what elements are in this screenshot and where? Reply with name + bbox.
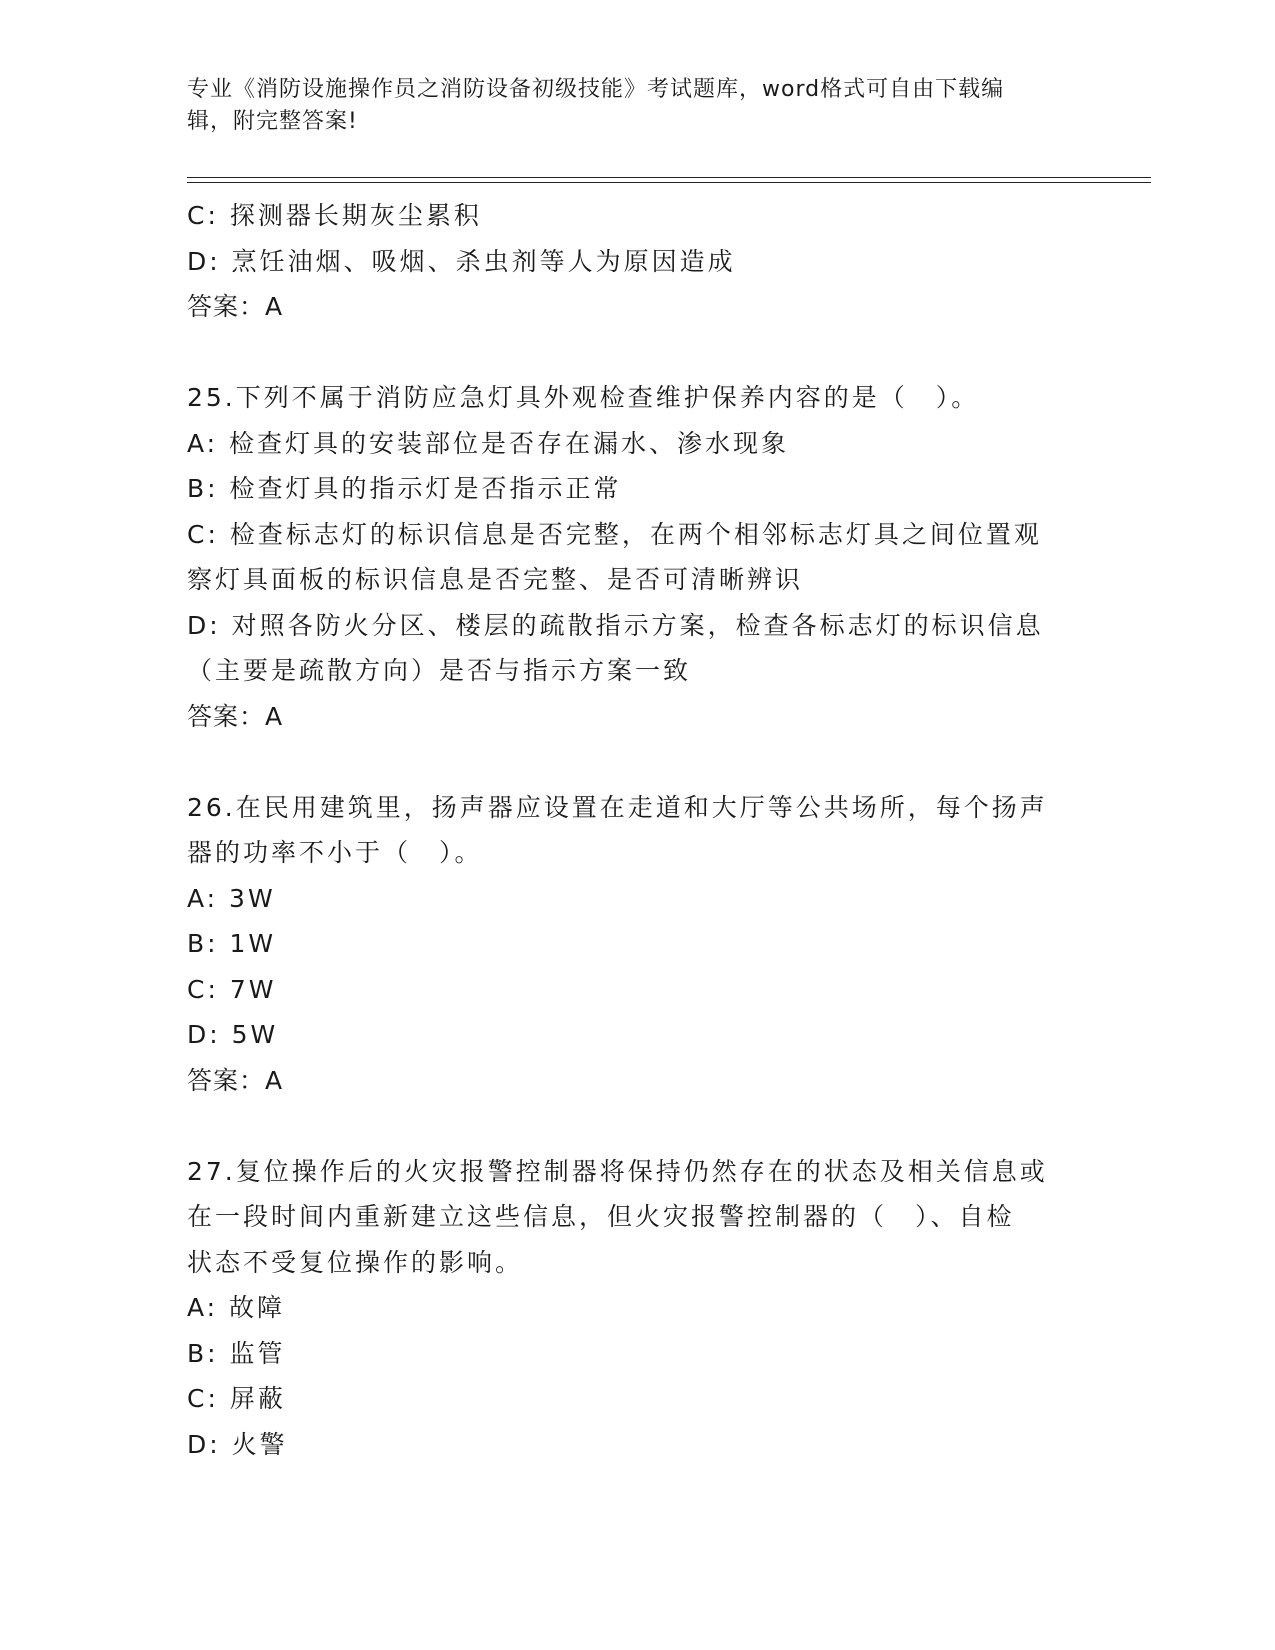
spacer (187, 1103, 1087, 1149)
page-header (187, 74, 1067, 138)
option-a: A: 检查灯具的安装部位是否存在漏水、渗水现象 (187, 428, 790, 458)
option-b: B: 1W (187, 929, 277, 958)
option-c: C: 屏蔽 (187, 1384, 286, 1413)
option-d: D: 5W (187, 1020, 279, 1049)
question-stem-continued: 在一段时间内重新建立这些信息，但火灾报警控制器的（ ）、自检 (187, 1202, 1015, 1231)
question-25 (187, 375, 1087, 739)
question-stem: 25.下列不属于消防应急灯具外观检查维护保养内容的是（ ）。 (187, 383, 980, 412)
option-c: C: 检查标志灯的标识信息是否完整，在两个相邻标志灯具之间位置观 (187, 519, 1042, 549)
option-c: C: 7W (187, 974, 277, 1004)
option-d: D: 对照各防火分区、楼层的疏散指示方案，检查各标志灯的标识信息 (187, 610, 1044, 640)
question-stem-continued: 状态不受复位操作的影响。 (187, 1247, 524, 1277)
question-26 (187, 785, 1087, 1104)
spacer (187, 330, 1087, 376)
question-stem: 26.在民用建筑里，扬声器应设置在走道和大厅等公共场所，每个扬声 (187, 792, 1048, 822)
option-d: D: 烹饪油烟、吸烟、杀虫剂等人为原因造成 (187, 246, 736, 276)
option-b: B: 监管 (187, 1338, 286, 1368)
header-line-1: 专业《消防设施操作员之消防设备初级技能》考试题库，word格式可自由下载编 (187, 77, 1005, 102)
header-rule-bottom (187, 182, 1151, 183)
answer-line: 答案：A (187, 701, 284, 731)
option-b: B: 检查灯具的指示灯是否指示正常 (187, 474, 622, 503)
header-rule-top (187, 177, 1151, 178)
spacer (187, 739, 1087, 785)
question-27 (187, 1149, 1087, 1468)
question-content (187, 193, 1087, 1467)
question-stem-continued: 器的功率不小于（ ）。 (187, 838, 483, 867)
option-c-continued: 察灯具面板的标识信息是否完整、是否可清晰辨识 (187, 565, 804, 594)
prev-question-block (187, 193, 1087, 330)
option-a: A: 故障 (187, 1293, 286, 1322)
header-line-2: 辑，附完整答案! (187, 109, 358, 134)
answer-line: 答案：A (187, 1065, 284, 1095)
option-d: D: 火警 (187, 1429, 288, 1459)
option-a: A: 3W (187, 883, 276, 913)
option-d-continued: （主要是疏散方向）是否与指示方案一致 (187, 656, 692, 685)
question-stem: 27.复位操作后的火灾报警控制器将保持仍然存在的状态及相关信息或 (187, 1156, 1048, 1186)
answer-line: 答案：A (187, 292, 284, 321)
option-c: C: 探测器长期灰尘累积 (187, 201, 482, 230)
